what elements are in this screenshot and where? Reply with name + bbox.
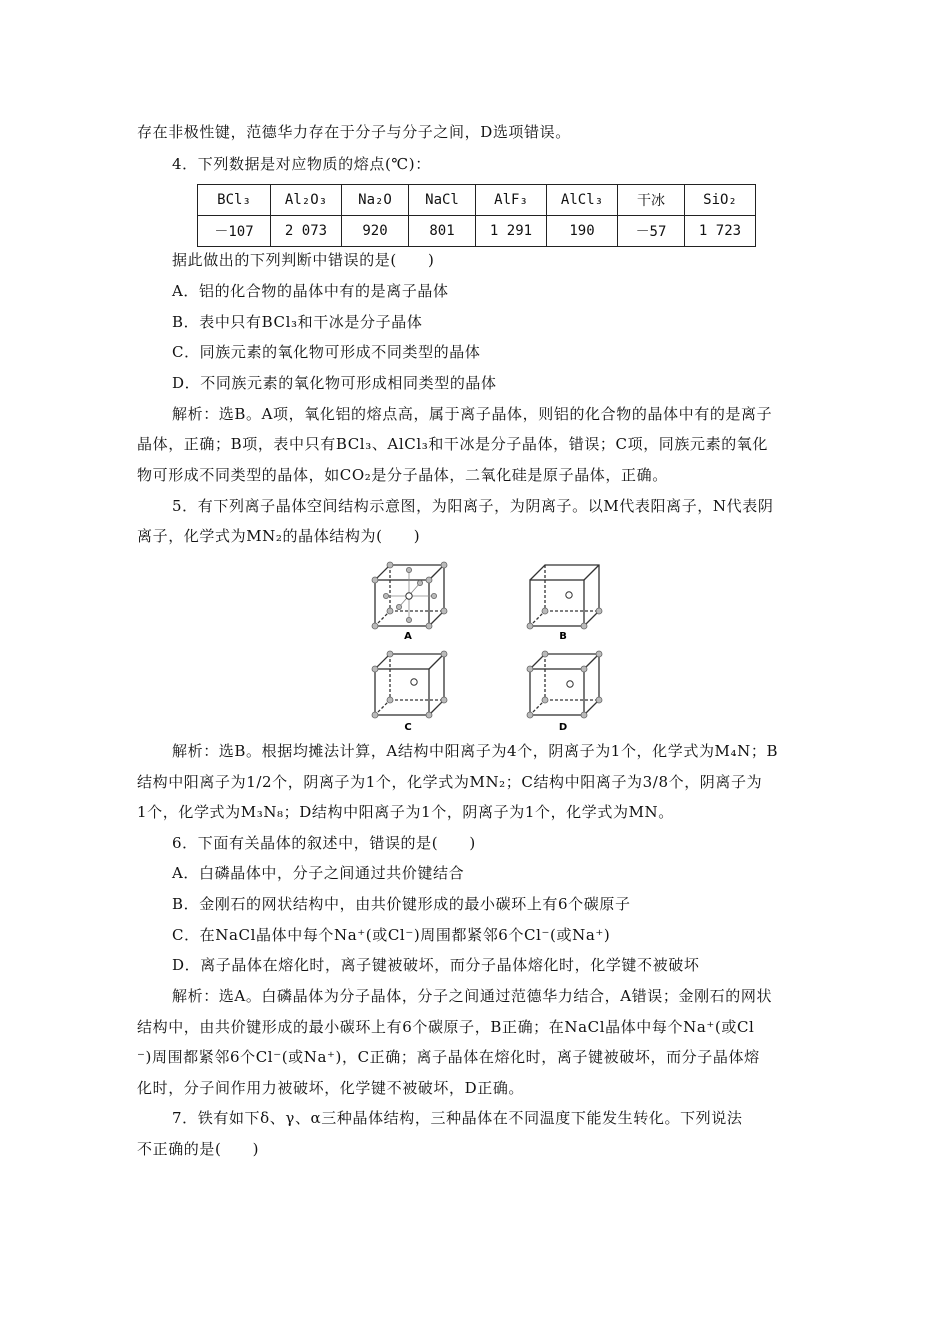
melting-point-table xyxy=(197,184,756,247)
table-cell: －107 xyxy=(198,216,271,247)
table-header-cell: Na₂O xyxy=(342,185,409,216)
analysis-line: 结构中，由共价键形成的最小碳环上有6个碳原子，B正确；在NaCl晶体中每个Na⁺(或Cl xyxy=(137,1018,755,1036)
option-c: C．同族元素的氧化物可形成不同类型的晶体 xyxy=(172,343,481,361)
table-header-cell: Al₂O₃ xyxy=(271,185,342,216)
analysis-line: 晶体，正确；B项，表中只有BCl₃、AlCl₃和干冰是分子晶体，错误；C项，同族元素的氧化 xyxy=(137,435,769,453)
option-d: D．不同族元素的氧化物可形成相同类型的晶体 xyxy=(172,374,497,392)
table-header-cell: BCl₃ xyxy=(198,185,271,216)
option-a: A．铝的化合物的晶体中有的是离子晶体 xyxy=(172,282,449,300)
analysis-line: 化时，分子间作用力被破坏，化学键不被破坏，D正确。 xyxy=(137,1079,525,1097)
option-a: A．白磷晶体中，分子之间通过共价键结合 xyxy=(172,864,465,882)
cube-b xyxy=(530,565,599,626)
figure-label-b: B xyxy=(559,631,567,642)
analysis-line: 结构中阳离子为1/2个，阴离子为1个，化学式为MN₂；C结构中阳离子为3/8个，阴离子为 xyxy=(137,773,763,791)
table-header-cell: SiO₂ xyxy=(685,185,756,216)
analysis-line: 解析：选B。根据均摊法计算，A结构中阳离子为4个，阴离子为1个，化学式为M₄N；B xyxy=(172,742,779,760)
figure-label-a: A xyxy=(404,631,412,642)
analysis-line: 1个，化学式为M₃N₈；D结构中阳离子为1个，阴离子为1个，化学式为MN。 xyxy=(137,803,674,821)
analysis-line: 解析：选A。白磷晶体为分子晶体，分子之间通过范德华力结合，A错误；金刚石的网状 xyxy=(172,987,773,1005)
table-cell: 920 xyxy=(342,216,409,247)
table-header-cell: AlF₃ xyxy=(476,185,547,216)
table-header-cell: NaCl xyxy=(409,185,476,216)
option-d: D．离子晶体在熔化时，离子键被破坏，而分子晶体熔化时，化学键不被破坏 xyxy=(172,956,700,974)
option-c: C．在NaCl晶体中每个Na⁺(或Cl⁻)周围都紧邻6个Cl⁻(或Na⁺) xyxy=(172,926,611,944)
question-7-cont: 不正确的是( ) xyxy=(137,1140,260,1158)
cube-d xyxy=(530,654,599,715)
cube-c xyxy=(375,654,444,715)
table-cell: 190 xyxy=(547,216,618,247)
table-header-cell: AlCl₃ xyxy=(547,185,618,216)
table-cell: －57 xyxy=(618,216,685,247)
option-b: B．金刚石的网状结构中，由共价键形成的最小碳环上有6个碳原子 xyxy=(172,895,631,913)
question-6: 6．下面有关晶体的叙述中，错误的是( ) xyxy=(172,834,476,852)
analysis-line: 物可形成不同类型的晶体，如CO₂是分子晶体，二氧化硅是原子晶体，正确。 xyxy=(137,466,668,484)
table-header-row xyxy=(198,185,756,216)
table-cell: 1 723 xyxy=(685,216,756,247)
table-cell: 2 073 xyxy=(271,216,342,247)
crystal-structure-figure xyxy=(366,556,636,738)
analysis-line: ⁻)周围都紧邻6个Cl⁻(或Na⁺)，C正确；离子晶体在熔化时，离子键被破坏，而分子晶体熔 xyxy=(137,1048,760,1066)
question-5: 5．有下列离子晶体空间结构示意图，为阳离子，为阴离子。以M代表阳离子，N代表阴 xyxy=(172,497,774,515)
figure-label-c: C xyxy=(404,722,412,733)
table-header-cell: 干冰 xyxy=(618,185,685,216)
analysis-line: 解析：选B。A项，氧化铝的熔点高，属于离子晶体，则铝的化合物的晶体中有的是离子 xyxy=(172,405,773,423)
question-4-ask: 据此做出的下列判断中错误的是( ) xyxy=(172,251,435,269)
table-cell: 801 xyxy=(409,216,476,247)
question-5-cont: 离子，化学式为MN₂的晶体结构为( ) xyxy=(137,527,421,545)
figure-label-d: D xyxy=(558,722,568,733)
question-7: 7．铁有如下δ、γ、α三种晶体结构，三种晶体在不同温度下能发生转化。下列说法 xyxy=(172,1109,743,1127)
text-line: 存在非极性键，范德华力存在于分子与分子之间，D选项错误。 xyxy=(137,123,571,141)
option-b: B．表中只有BCl₃和干冰是分子晶体 xyxy=(172,313,423,331)
table-cell: 1 291 xyxy=(476,216,547,247)
table-row xyxy=(198,216,756,247)
question-4: 4．下列数据是对应物质的熔点(℃)： xyxy=(172,155,431,173)
